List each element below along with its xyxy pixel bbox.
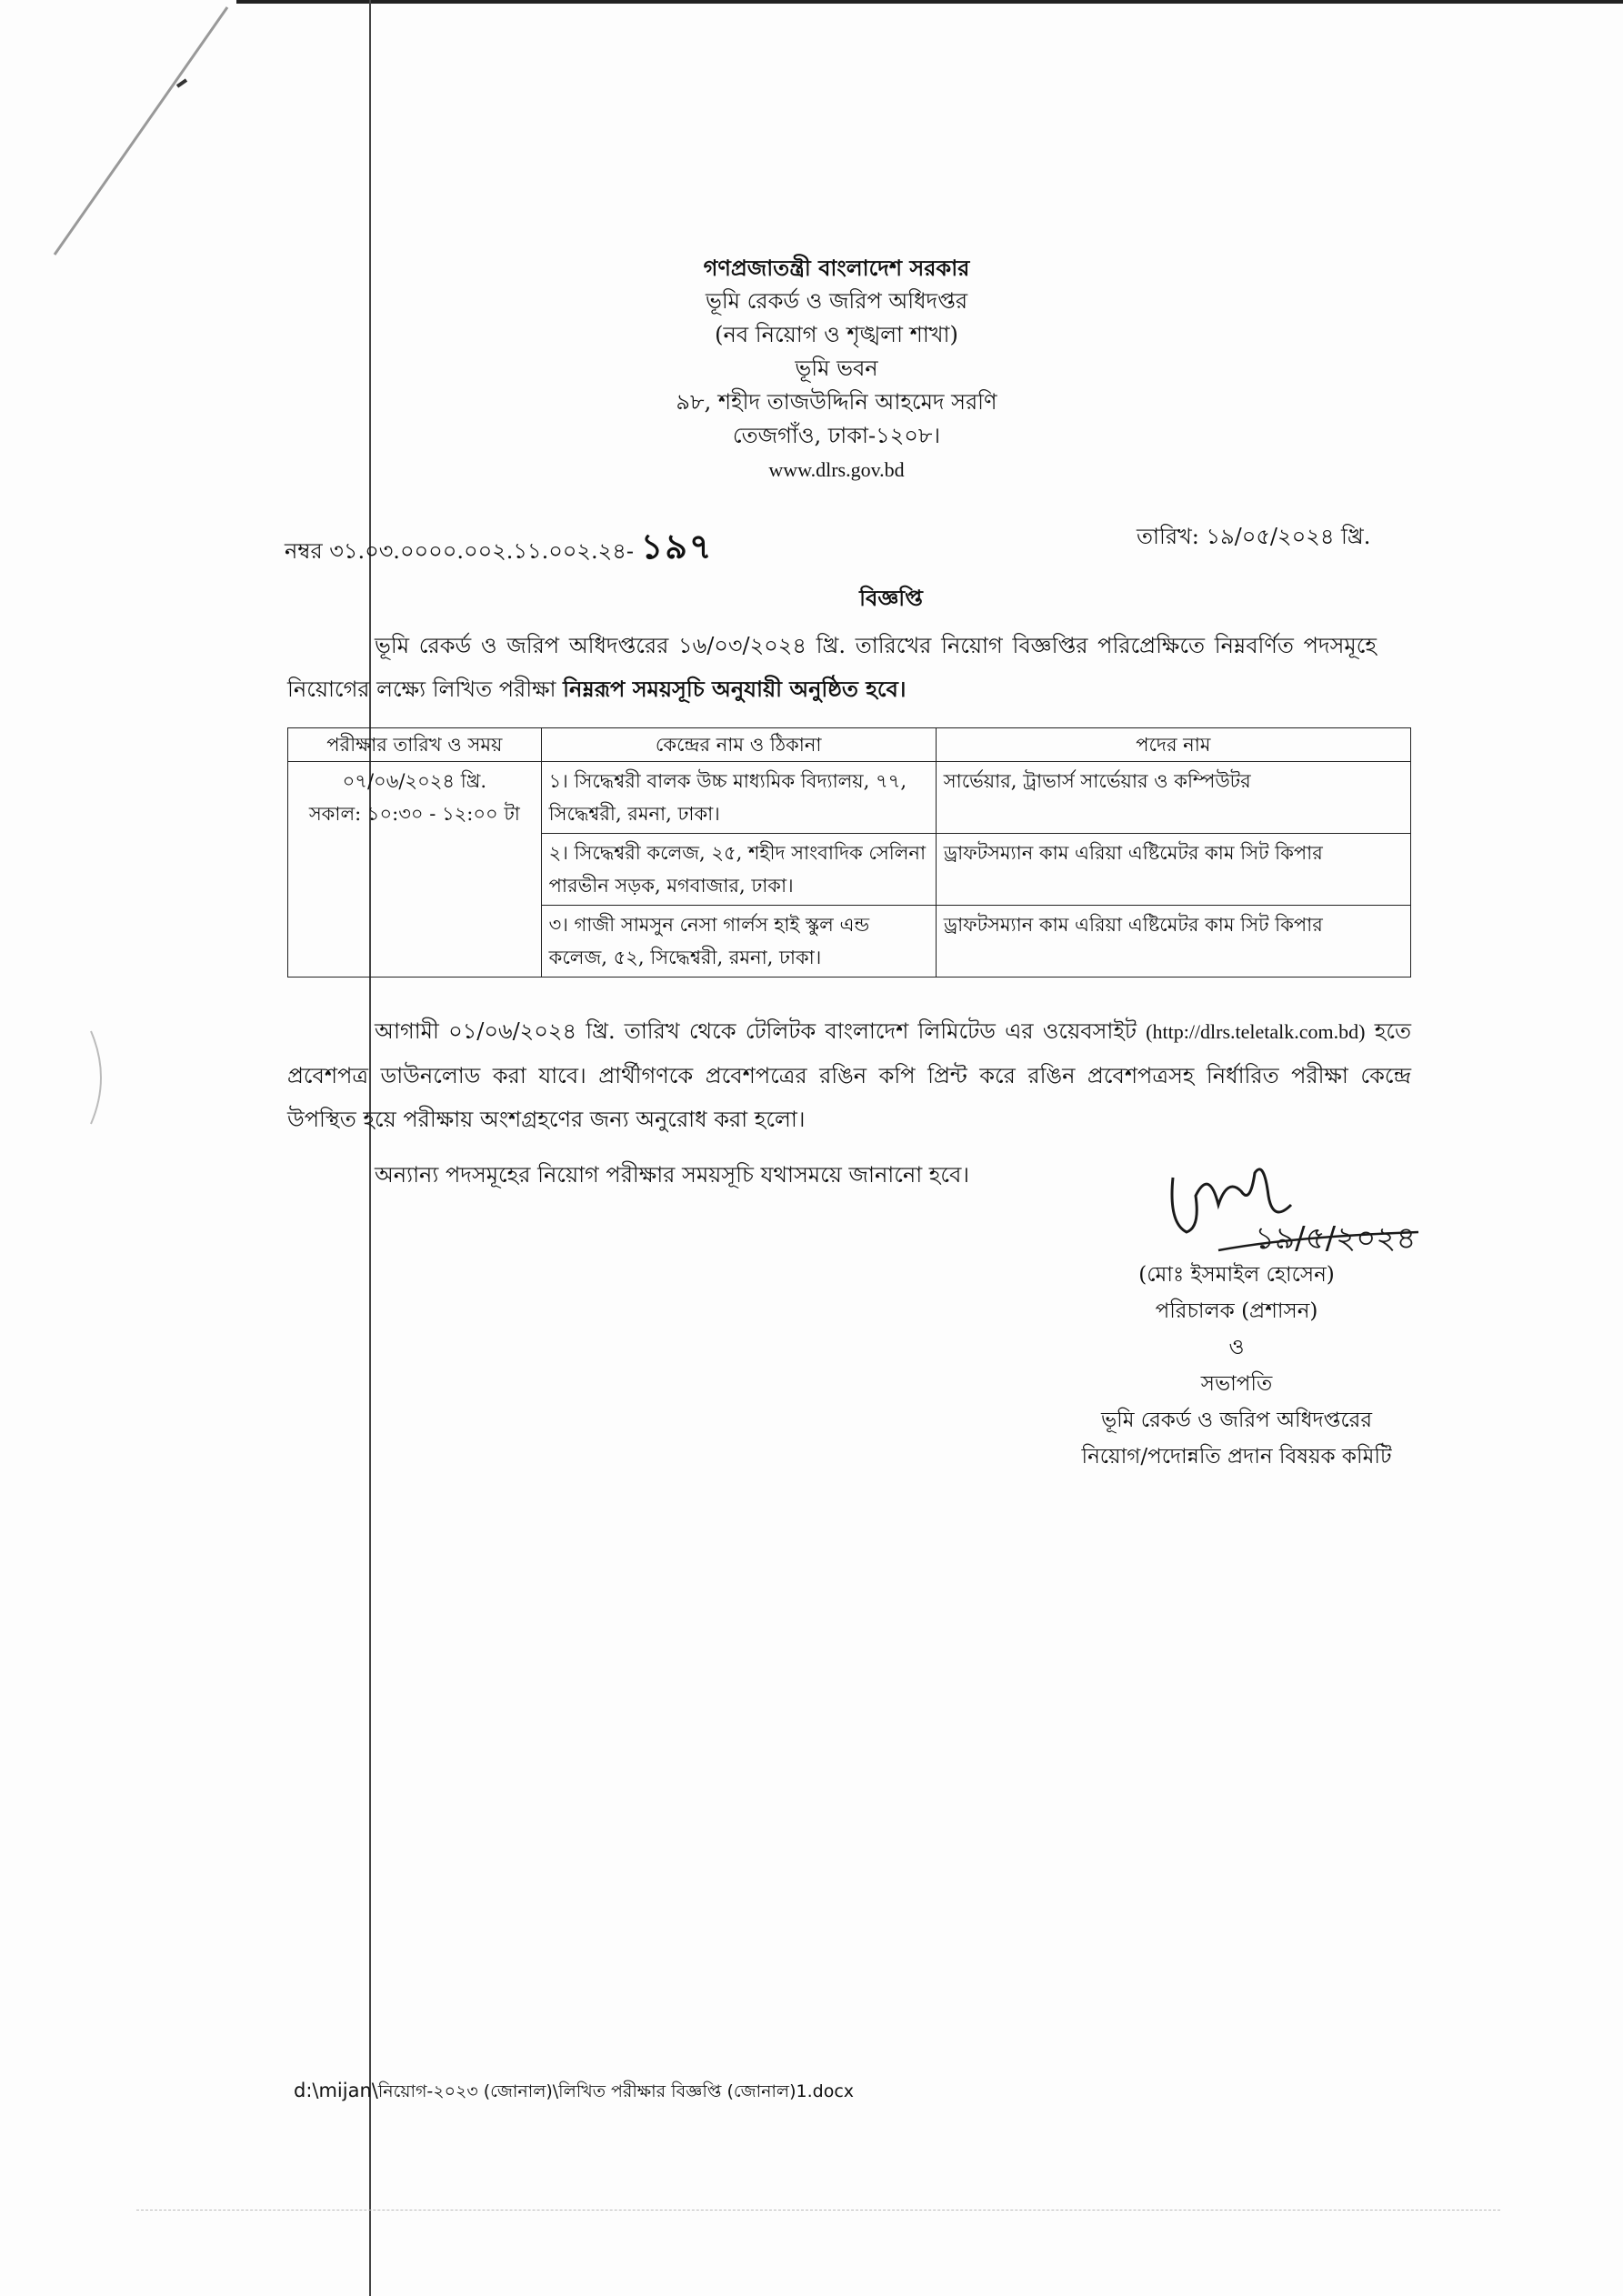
signatory-and: ও bbox=[1228, 1336, 1245, 1359]
street-address: ৯৮, শহীদ তাজউদ্দিনি আহমেদ সরণি bbox=[676, 389, 997, 415]
branch-name: (নব নিয়োগ ও শৃঙ্খলা শাখা) bbox=[715, 322, 958, 347]
file-path-prefix: d:\mijan\ bbox=[294, 2080, 378, 2101]
col-header-post: পদের নাম bbox=[936, 728, 1410, 762]
file-path-rest: নিয়োগ-২০২৩ (জোনাল)\লিখিত পরীক্ষার বিজ্ঞপ্তি (জোনাল)1.docx bbox=[377, 2081, 855, 2101]
exam-time: সকাল: ১০:৩০ - ১২:০০ টা bbox=[308, 803, 520, 825]
issue-date: তারিখ: ১৯/০৫/২০২৪ খ্রি. bbox=[1137, 524, 1371, 549]
file-path-footer bbox=[294, 2079, 854, 2108]
signature-date: ১৯/৫/২০২৪ bbox=[1255, 1220, 1417, 1257]
table-row bbox=[288, 762, 1411, 834]
post-cell: সার্ভেয়ার, ট্রাভার্স সার্ভেয়ার ও কম্পিউটর bbox=[936, 762, 1410, 834]
memo-handwritten-number: ১৯৭ bbox=[640, 526, 714, 566]
punch-hole-mark bbox=[87, 1028, 113, 1128]
signatory-title: পরিচালক (প্রশাসন) bbox=[1155, 1299, 1318, 1323]
signatory-role: সভাপতি bbox=[1200, 1372, 1273, 1396]
memo-number bbox=[285, 520, 714, 578]
center-cell: ২। সিদ্ধেশ্বরী কলেজ, ২৫, শহীদ সাংবাদিক সেলিনা পারভীন সড়ক, মগবাজার, ঢাকা। bbox=[541, 834, 936, 906]
admit-text-1: আগামী ০১/০৬/২০২৪ খ্রি. তারিখ থেকে টেলিটক বাংলাদেশ লিমিটেড এর ওয়েবসাইট bbox=[375, 1018, 1137, 1044]
department-name: ভূমি রেকর্ড ও জরিপ অধিদপ্তর bbox=[705, 288, 968, 314]
exam-date: ০৭/০৬/২০২৪ খ্রি. bbox=[342, 770, 486, 792]
other-posts-notice: অন্যান্য পদসমূহের নিয়োগ পরীক্ষার সময়সূচি যথাসময়ে জানানো হবে। bbox=[375, 1162, 969, 1188]
admit-text-2: হতে প্রবেশপত্র ডাউনলোড করা যাবে। প্রার্থীগণকে প্রবেশপত্রের রঙিন কপি প্রিন্ট করে রঙিন প্রবেশপত্রসহ নির্ধারিত পরীক্ষা কেন্দ্রে উপস্থিত হয়ে পরীক্ষায় অংশগ্রহণের জন্য অনুরোধ করা হলো। bbox=[287, 1018, 1411, 1132]
exam-datetime-cell bbox=[288, 762, 542, 978]
notice-title: বিজ্ঞপ্তি bbox=[859, 585, 923, 611]
intro-paragraph bbox=[287, 624, 1377, 711]
table-header-row bbox=[288, 728, 1411, 762]
memo-number-text: নম্বর ৩১.০৩.০০০০.০০২.১১.০০২.২৪- bbox=[285, 538, 634, 564]
intro-bold-text: নিম্নরূপ সময়সূচি অনুযায়ী অনুষ্ঠিত হবে। bbox=[563, 676, 907, 702]
center-cell: ৩। গাজী সামসুন নেসা গার্লস হাই স্কুল এন্ড কলেজ, ৫২, সিদ্ধেশ্বরী, রমনা, ঢাকা। bbox=[541, 906, 936, 978]
scan-corner-mark bbox=[0, 0, 291, 273]
scan-bottom-line bbox=[136, 2210, 1500, 2211]
teletalk-url[interactable]: (http://dlrs.teletalk.com.bd) bbox=[1146, 1020, 1366, 1043]
website-link[interactable]: www.dlrs.gov.bd bbox=[768, 458, 905, 481]
post-cell: ড্রাফটসম্যান কাম এরিয়া এষ্টিমেটর কাম সিট কিপার bbox=[936, 906, 1410, 978]
post-cell: ড্রাফটসম্যান কাম এরিয়া এষ্টিমেটর কাম সিট কিপার bbox=[936, 834, 1410, 906]
intro-text: ভূমি রেকর্ড ও জরিপ অধিদপ্তরের ১৬/০৩/২০২৪ খ্রি. তারিখের নিয়োগ বিজ্ঞপ্তির পরিপ্রেক্ষিতে নিম্নবর্ণিত পদসমূহে নিয়োগের লক্ষ্যে লিখিত পরীক্ষা bbox=[287, 633, 1377, 702]
office-header bbox=[546, 251, 1127, 486]
col-header-center: কেন্দ্রের নাম ও ঠিকানা bbox=[541, 728, 936, 762]
signatory-committee: নিয়োগ/পদোন্নতি প্রদান বিষয়ক কমিটি bbox=[1081, 1445, 1392, 1469]
city-address: তেজগাঁও, ঢাকা-১২০৮। bbox=[732, 423, 941, 448]
scan-top-edge bbox=[236, 0, 1623, 4]
building-name: ভূমি ভবন bbox=[795, 356, 878, 381]
col-header-date: পরীক্ষার তারিখ ও সময় bbox=[288, 728, 542, 762]
signatory-block bbox=[1037, 1257, 1437, 1475]
signatory-org: ভূমি রেকর্ড ও জরিপ অধিদপ্তরের bbox=[1100, 1409, 1372, 1432]
center-cell: ১। সিদ্ধেশ্বরী বালক উচ্চ মাধ্যমিক বিদ্যালয়, ৭৭, সিদ্ধেশ্বরী, রমনা, ঢাকা। bbox=[541, 762, 936, 834]
scan-fold-line bbox=[369, 0, 371, 2296]
exam-schedule-table bbox=[287, 727, 1411, 978]
govt-name: গণপ্রজাতন্ত্রী বাংলাদেশ সরকার bbox=[703, 255, 970, 281]
admit-card-paragraph bbox=[287, 1009, 1411, 1141]
signatory-name: (মোঃ ইসমাইল হোসেন) bbox=[1138, 1263, 1335, 1287]
